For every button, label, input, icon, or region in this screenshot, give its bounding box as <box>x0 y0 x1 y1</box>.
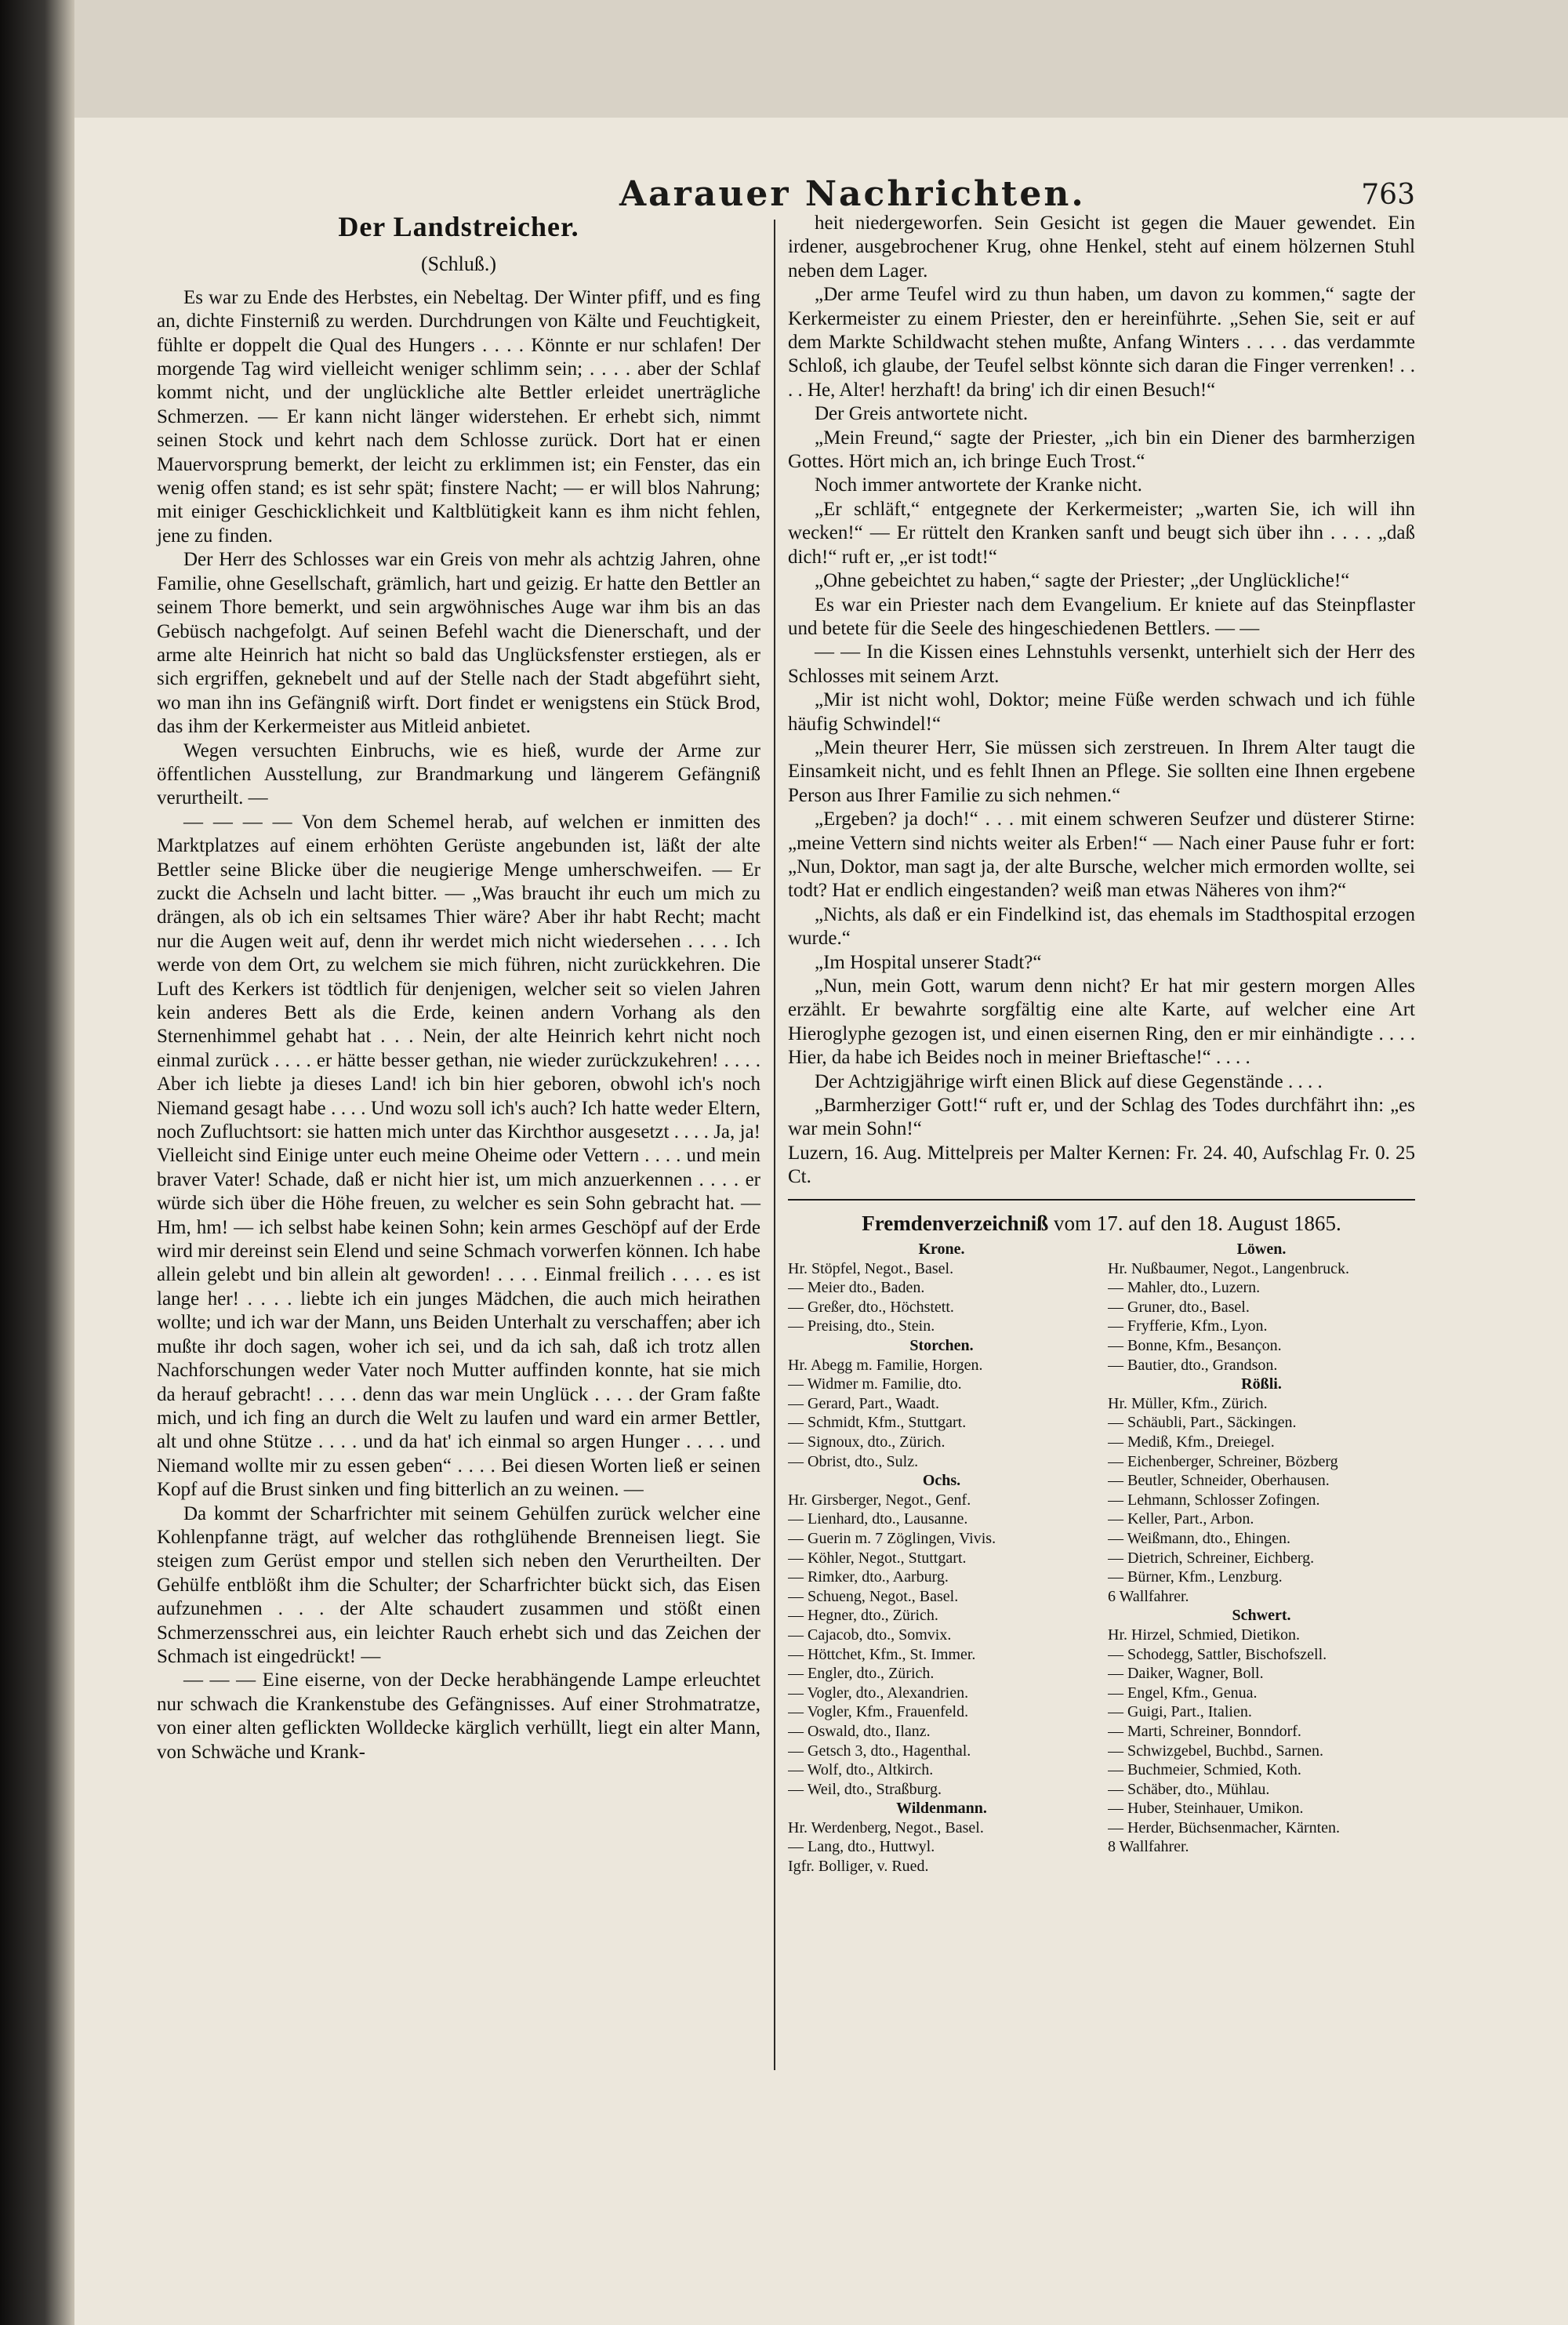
guest-entry: — Köhler, Negot., Stuttgart. <box>788 1549 967 1567</box>
page-number: 763 <box>1361 179 1415 211</box>
paragraph: Der Herr des Schlosses war ein Greis von mehr als achtzig Jahren, ohne Familie, ohne Gesellschaft, grämlich, hart und geizig. Er hatte den Bettler an seinem Thore bemerkt, und sein argwöhnisches Auge war ihm bis an das Gebüsch nachgefolgt. Auf seinen Befehl wacht die Dienerschaft, und der arme alte Heinrich hat nicht so bald das Unglücksfenster erstiegen, als er sich ergriffen, geknebelt und auf der Stelle nach der Stadt abgeführt sieht, wo man ihn ins Gefängniß wirft. Dort findet er wenigstens ein Stück Brod, das ihm der Kerkermeister aus Mitleid anbietet. <box>157 549 760 738</box>
guest-entry: — Weil, dto., Straßburg. <box>788 1780 942 1798</box>
guest-entry: 8 Wallfahrer. <box>1108 1838 1189 1856</box>
guest-list-left <box>788 1240 1095 1876</box>
guest-entry: — Engler, dto., Zürich. <box>788 1665 935 1683</box>
right-column <box>788 212 1415 1876</box>
guest-entry: — Schueng, Negot., Basel. <box>788 1587 959 1605</box>
paragraph: „Ohne gebeichtet zu haben,“ sagte der Priester; „der Unglückliche!“ <box>815 570 1350 592</box>
paragraph: „Der arme Teufel wird zu thun haben, um davon zu kommen,“ sagte der Kerkermeister zu einem Priester, den er hereinführte. „Sehen Sie, seit er auf dem Markte Schildwacht stehen mußte, Anfang Winters . . . . das verdammte Schloß, ich glaube, der Teufel selbst könnte sich daran die Finger verrenken! . . . . He, Alter! herzhaft! da bring' ich dir einen Besuch!“ <box>788 284 1415 401</box>
hotel-name: Löwen. <box>1236 1241 1287 1259</box>
paragraph: — — — — Von dem Schemel herab, auf welchen er inmitten des Marktplatzes auf einem erhöhten Gerüste angebunden ist, läßt der alte Bettler seine Blicke über die neugierige Menge umherschweifen. — Er zuckt die Achseln und lacht bitter. — „Was braucht ihr euch um mich zu drängen, als ob ich ein seltsames Thier wäre? Aber ihr habt Recht; macht nur die Augen weit auf, denn ihr werdet mich nicht wiedersehen . . . . Ich werde von dem Ort, zu welchem sie mich führen, nicht zurückkehren. Die Luft des Kerkers ist tödtlich für denjenigen, welcher seit so vielen Jahren kein anderes Bett als die Erde, keinen andern Vorhang als den Sternenhimmel gehabt hat . . . Nein, der alte Heinrich kehrt nicht noch einmal zurück . . . . er hätte besser gethan, nie wieder zurückzukehren! . . . . Aber ich liebte ja dieses Land! ich bin hier geboren, obwohl ich's noch Niemand gesagt habe . . . . Und wozu soll ich's auch? Ich hatte weder Eltern, noch Zufluchtsort: sie hatten mich unter das Kirchthor ausgesetzt . . . . Ja, ja! Vielleicht sind Einige unter euch meine Oheime oder Vettern . . . . und mein braver Vater! Schade, daß er nicht hier ist, um mich anzuerkennen . . . . er würde sich über die Höhe freuen, zu welcher es sein Sohn gebracht hat. — Hm, hm! — ich selbst habe keinen Sohn; kein armes Geschöpf auf der Erde wird mir dereinst sein Elend und seine Schmach vorwerfen können. Ich habe allein gelebt und bin allein alt geworden! . . . . Einmal freilich . . . . es ist lange her! . . . . liebte ich ein junges Mädchen, die auch mich heirathen wollte; und ich war der Mann, uns Beiden Unterhalt zu verschaffen; aber ich mußte ihr doch sagen, woher ich sei, und da ich sah, daß ich trotz allen Nachforschungen weder Vater noch Mutter auffinden konnte, hat sie mich da herauf gebracht! . . . . denn das war mein Unglück . . . . der Gram faßte mich, und ich fing an durch die Welt zu laufen und ward ein armer Bettler, alt und ohne Stütze . . . . und da hat' ich einmal so argen Hunger . . . . und Niemand wollte mir zu essen geben“ . . . . Bei diesen Worten ließ er seinen Kopf auf die Brust sinken und fing bitterlich an zu weinen. — <box>157 811 760 1501</box>
hotel-name: Storchen. <box>909 1337 974 1355</box>
guest-entry: — Lang, dto., Huttwyl. <box>788 1838 935 1856</box>
guest-entry: — Dietrich, Schreiner, Eichberg. <box>1108 1549 1315 1567</box>
guest-entry: — Vogler, dto., Alexandrien. <box>788 1684 969 1702</box>
previous-page-edge <box>74 0 1568 118</box>
paragraph: Es war zu Ende des Herbstes, ein Nebeltag. Der Winter pfiff, und es fing an, dichte Finsterniß zu werden. Durchdrungen von Kälte und Feuchtigkeit, fühlte er doppelt die Qual des Hungers . . . . Könnte er nur schlafen! Der morgende Tag wird vielleicht weniger schlimm sein; . . . . aber der Schlaf kommt nicht, und der unglückliche alte Bettler erleidet unerträgliche Schmerzen. — Er kann nicht länger widerstehen. Er erhebt sich, nimmt seinen Stock und kehrt nach dem Schlosse zurück. Dort hat er einen Mauervorsprung bemerkt, der leicht zu erklimmen ist; ein Fenster, das ein wenig offen stand; es ist sehr spät; finstere Nacht; — er will blos Nahrung; mit einiger Geschicklichkeit und Kaltblütigkeit kann es ihm nicht fehlen, jene zu finden. <box>157 286 760 547</box>
guest-entry: 6 Wallfahrer. <box>1108 1587 1189 1605</box>
guest-entry: — Rimker, dto., Aarburg. <box>788 1568 949 1586</box>
guest-entry: — Eichenberger, Schreiner, Bözberg <box>1108 1452 1338 1470</box>
hotel-name: Krone. <box>918 1241 965 1259</box>
guest-entry: — Schäber, dto., Mühlau. <box>1108 1780 1270 1798</box>
paragraph: Es war ein Priester nach dem Evangelium. Er kniete auf das Steinpflaster und betete für die Seele des hingeschiedenen Bettlers. — — <box>788 594 1415 639</box>
paragraph: „Nichts, als daß er ein Findelkind ist, das ehemals im Stadthospital erzogen wurde.“ <box>788 903 1415 950</box>
paragraph: heit niedergeworfen. Sein Gesicht ist gegen die Mauer gewendet. Ein irdener, ausgebrochener Krug, ohne Henkel, steht auf einem hölzernen Stuhl neben dem Lager. <box>788 213 1415 282</box>
guest-entry: — Greßer, dto., Höchstett. <box>788 1298 954 1316</box>
section-divider <box>788 1199 1415 1201</box>
guest-entry: Hr. Girsberger, Negot., Genf. <box>788 1491 971 1509</box>
guest-entry: Hr. Müller, Kfm., Zürich. <box>1108 1394 1268 1412</box>
guest-entry: — Bautier, dto., Grandson. <box>1108 1356 1278 1374</box>
guest-list-title <box>788 1212 1415 1235</box>
guest-entry: — Marti, Schreiner, Bonndorf. <box>1108 1722 1301 1740</box>
guest-entry: — Schmidt, Kfm., Stuttgart. <box>788 1414 967 1432</box>
paragraph: Der Greis antwortete nicht. <box>815 403 1029 425</box>
guest-entry: — Guigi, Part., Italien. <box>1108 1703 1252 1721</box>
guest-entry: — Getsch 3, dto., Hagenthal. <box>788 1742 971 1760</box>
guest-entry: — Schwizgebel, Buchbd., Sarnen. <box>1108 1742 1323 1760</box>
guest-entry: — Engel, Kfm., Genua. <box>1108 1684 1258 1702</box>
guest-entry: — Gerard, Part., Waadt. <box>788 1394 939 1412</box>
guest-entry: — Daiker, Wagner, Boll. <box>1108 1665 1264 1683</box>
guest-entry: — Gruner, dto., Basel. <box>1108 1298 1250 1316</box>
guest-entry: — Huber, Steinhauer, Umikon. <box>1108 1800 1304 1818</box>
guest-entry: — Lehmann, Schlosser Zofingen. <box>1108 1491 1320 1509</box>
article-title: Der Landstreicher. <box>338 211 579 242</box>
article-subtitle: (Schluß.) <box>420 252 497 276</box>
guest-entry: — Bürner, Kfm., Lenzburg. <box>1108 1568 1283 1586</box>
paragraph: Da kommt der Scharfrichter mit seinem Gehülfen zurück welcher eine Kohlenpfanne trägt, auf welcher das rothglühende Brenneisen liegt. Sie steigen zum Gerüst empor und stellen sich neben den Verurtheilten. Der Gehülfe entblößt ihm die Schulter; der Scharfrichter bückt sich, das Eisen aufzunehmen . . . der Alte schaudert zusammen und stößt einen Schmerzensschrei aus, ein leichter Rauch erhebt sich und das Zeichen der Schmach ist eingedrückt! — <box>157 1502 760 1667</box>
hotel-name: Ochs. <box>922 1472 961 1490</box>
guest-entry: — Weißmann, dto., Ehingen. <box>1108 1529 1290 1547</box>
guest-entry: — Cajacob, dto., Somvix. <box>788 1626 952 1644</box>
guest-list-right <box>1108 1240 1415 1876</box>
guest-entry: — Widmer m. Familie, dto. <box>788 1375 962 1393</box>
paragraph: „Ergeben? ja doch!“ . . . mit einem schweren Seufzer und düsterer Stirne: „meine Vettern sind nichts weiter als Erben!“ — Nach einer Pause fuhr er fort: „Nun, Doktor, man sagt ja, der alte Bursche, welcher mich ermorden wollte, sei todt? Hat er endlich eingestanden? weiß man etwas Näheres von ihm?“ <box>788 808 1415 902</box>
guest-entry: — Guerin m. 7 Zöglingen, Vivis. <box>788 1529 996 1547</box>
guest-entry: — Lienhard, dto., Lausanne. <box>788 1510 968 1528</box>
guest-entry: Hr. Werdenberg, Negot., Basel. <box>788 1818 984 1836</box>
paragraph: Der Achtzigjährige wirft einen Blick auf diese Gegenstände . . . . <box>815 1070 1323 1092</box>
guest-entry: — Schodegg, Sattler, Bischofszell. <box>1108 1645 1327 1663</box>
paragraph: „Er schläft,“ entgegnete der Kerkermeister; „warten Sie, ich will ihn wecken!“ — Er rüttelt den Kranken sanft und beugt sich über ihn . . . . „daß dich!“ ruft er, „er ist todt!“ <box>788 498 1415 568</box>
newspaper-title: Aarauer Nachrichten. <box>619 174 1086 214</box>
hotel-name: Schwert. <box>1232 1607 1291 1625</box>
guest-entry: Hr. Nußbaumer, Negot., Langenbruck. <box>1108 1259 1349 1277</box>
guest-entry: — Keller, Part., Arbon. <box>1108 1510 1254 1528</box>
guest-list-title-bold: Fremdenverzeichniß <box>862 1211 1049 1235</box>
guest-entry: — Fryfferie, Kfm., Lyon. <box>1108 1317 1268 1335</box>
paragraph: Wegen versuchten Einbruchs, wie es hieß, wurde der Arme zur öffentlichen Ausstellung, zur Brandmarkung und längerem Gefängniß verurtheilt. — <box>157 739 760 809</box>
guest-entry: — Bonne, Kfm., Besançon. <box>1108 1337 1282 1355</box>
guest-entry: — Meier dto., Baden. <box>788 1279 925 1297</box>
guest-entry: — Obrist, dto., Sulz. <box>788 1452 919 1470</box>
paragraph: „Mein theurer Herr, Sie müssen sich zerstreuen. In Ihrem Alter taugt die Einsamkeit nicht, und es fehlt Ihnen an Pflege. Sie sollten eine Ihnen ergebene Person aus Ihrer Familie zu sich nehmen.“ <box>788 736 1415 806</box>
guest-list-title-date: vom 17. auf den 18. August 1865. <box>1053 1211 1341 1235</box>
market-report: Luzern, 16. Aug. Mittelpreis per Malter Kernen: Fr. 24. 40, Aufschlag Fr. 0. 25 Ct. <box>788 1142 1415 1188</box>
guest-entry: — Beutler, Schneider, Oberhausen. <box>1108 1472 1330 1490</box>
guest-entry: Hr. Stöpfel, Negot., Basel. <box>788 1259 954 1277</box>
paragraph: „Mein Freund,“ sagte der Priester, „ich bin ein Diener des barmherzigen Gottes. Hört mich an, ich bringe Euch Trost.“ <box>788 427 1415 473</box>
guest-entry: Hr. Abegg m. Familie, Horgen. <box>788 1356 983 1374</box>
guest-entry: — Wolf, dto., Altkirch. <box>788 1761 934 1779</box>
guest-entry: — Oswald, dto., Ilanz. <box>788 1722 931 1740</box>
guest-entry: — Mahler, dto., Luzern. <box>1108 1279 1261 1297</box>
guest-entry: — Signoux, dto., Zürich. <box>788 1433 946 1451</box>
paragraph: — — — Eine eiserne, von der Decke herabhängende Lampe erleuchtet nur schwach die Krankenstube des Gefängnisses. Auf einer Strohmatratze, von einer alten geflickten Wolldecke kärglich verhüllt, liegt ein alter Mann, von Schwäche und Krank- <box>157 1669 760 1763</box>
paragraph: „Nun, mein Gott, warum denn nicht? Er hat mir gestern morgen Alles erzählt. Er bewahrte sorgfältig eine alte Karte, auf welcher eine Art Hieroglyphe gezogen ist, und einen eisernen Ring, den er mir einhändigte . . . . Hier, da habe ich Beides noch in meiner Brieftasche!“ . . . . <box>788 975 1415 1069</box>
book-binding <box>0 0 74 2325</box>
guest-entry: — Höttchet, Kfm., St. Immer. <box>788 1645 976 1663</box>
guest-entry: — Preising, dto., Stein. <box>788 1317 935 1335</box>
article-body-right <box>788 212 1415 1142</box>
article-body-left <box>157 286 760 1764</box>
guest-entry: Igfr. Bolliger, v. Rued. <box>788 1858 929 1876</box>
guest-entry: — Schäubli, Part., Säckingen. <box>1108 1414 1297 1432</box>
column-divider <box>774 220 775 2070</box>
paragraph: Noch immer antwortete der Kranke nicht. <box>815 474 1142 496</box>
left-column <box>157 212 760 1764</box>
guest-entry: — Mediß, Kfm., Dreiegel. <box>1108 1433 1275 1451</box>
guest-entry: — Buchmeier, Schmied, Koth. <box>1108 1761 1301 1779</box>
paragraph: „Mir ist nicht wohl, Doktor; meine Füße werden schwach und ich fühle häufig Schwindel!“ <box>788 689 1415 735</box>
guest-entry: — Hegner, dto., Zürich. <box>788 1607 938 1625</box>
guest-list <box>788 1240 1415 1876</box>
guest-entry: Hr. Hirzel, Schmied, Dietikon. <box>1108 1626 1300 1644</box>
guest-entry: — Herder, Büchsenmacher, Kärnten. <box>1108 1818 1341 1836</box>
paragraph: „Barmherziger Gott!“ ruft er, und der Schlag des Todes durchfährt ihn: „es war mein Sohn!“ <box>788 1095 1415 1140</box>
paragraph: — — In die Kissen eines Lehnstuhls versenkt, unterhielt sich der Herr des Schlosses mit seinem Arzt. <box>788 641 1415 687</box>
hotel-name: Wildenmann. <box>896 1800 987 1818</box>
paragraph: „Im Hospital unserer Stadt?“ <box>815 951 1042 973</box>
guest-entry: — Vogler, Kfm., Frauenfeld. <box>788 1703 969 1721</box>
hotel-name: Rößli. <box>1241 1375 1282 1393</box>
